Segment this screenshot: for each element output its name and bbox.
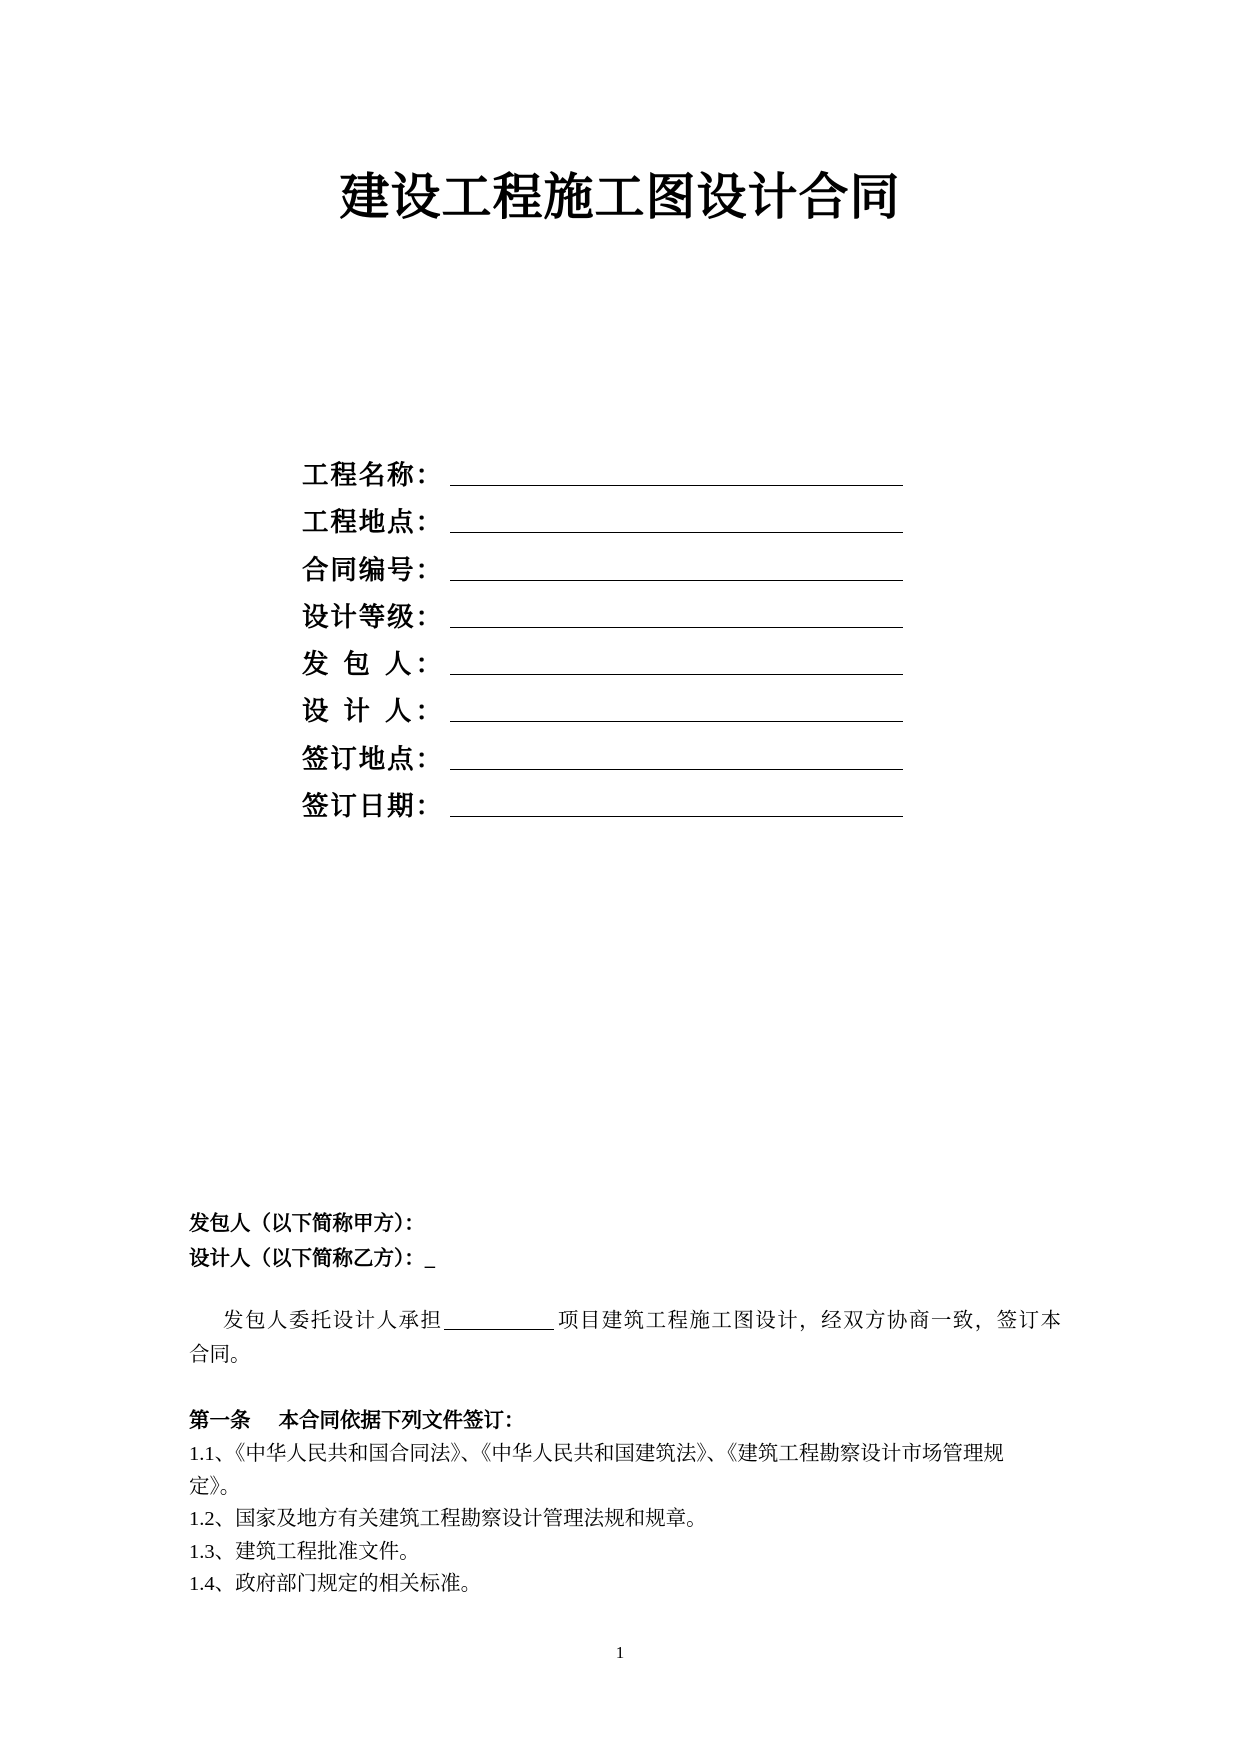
project-name-label: 工程名称：: [302, 460, 442, 490]
project-location-blank: [450, 499, 903, 533]
employer-blank: [450, 641, 903, 675]
clause-1-3: 1.3、建筑工程批准文件。: [189, 1541, 420, 1563]
signing-date-blank: [450, 783, 903, 817]
party-b-line: 设计人（以下简称乙方）：_: [189, 1248, 435, 1270]
field-row-designer: [302, 688, 912, 735]
design-grade-label: 设计等级：: [302, 601, 442, 632]
field-row-project-location: [302, 499, 912, 546]
designer-label: 设 计 人：: [302, 696, 442, 727]
field-row-project-name: [302, 452, 912, 499]
article-1-number: 第一条: [189, 1410, 251, 1432]
article-1-title: 本合同依据下列文件签订：: [278, 1410, 525, 1432]
party-a-line: 发包人（以下简称甲方）：: [189, 1213, 425, 1235]
page-number: 1: [615, 1643, 625, 1662]
project-location-label: 工程地点：: [302, 507, 442, 538]
intro-paragraph-line-2: 合同。: [189, 1344, 251, 1366]
contract-number-label: 合同编号：: [302, 554, 442, 585]
document-title: 建设工程施工图设计合同: [339, 169, 901, 225]
signing-place-blank: [450, 736, 903, 770]
field-row-design-grade: [302, 594, 912, 641]
clause-1-2: 1.2、国家及地方有关建筑工程勘察设计管理法规和规章。: [189, 1508, 707, 1530]
field-row-signing-date: [302, 783, 912, 830]
design-grade-blank: [450, 594, 903, 628]
contract-number-blank: [450, 547, 903, 581]
project-blank: [444, 1329, 554, 1330]
intro-text-after: 项目建筑工程施工图设计，经双方协商一致，签订本: [556, 1310, 1062, 1332]
intro-paragraph-line-1: [189, 1305, 1061, 1338]
clause-1-4: 1.4、政府部门规定的相关标准。: [189, 1573, 482, 1595]
employer-label: 发 包 人：: [302, 649, 442, 680]
article-1-heading: [189, 1405, 525, 1438]
field-row-contract-number: [302, 547, 912, 594]
signing-place-label: 签订地点：: [302, 743, 442, 774]
signing-date-label: 签订日期：: [302, 791, 442, 822]
cover-fields: [302, 452, 912, 830]
designer-blank: [450, 688, 903, 722]
field-row-employer: [302, 641, 912, 688]
clause-1-1-line-1: 1.1、《中华人民共和国合同法》、《中华人民共和国建筑法》、《建筑工程勘察设计市场管理规: [189, 1443, 1004, 1465]
project-name-blank: [450, 452, 903, 486]
intro-text-before: 发包人委托设计人承担: [223, 1310, 443, 1332]
clause-1-1-line-2: 定》。: [189, 1476, 241, 1498]
field-row-signing-place: [302, 736, 912, 783]
